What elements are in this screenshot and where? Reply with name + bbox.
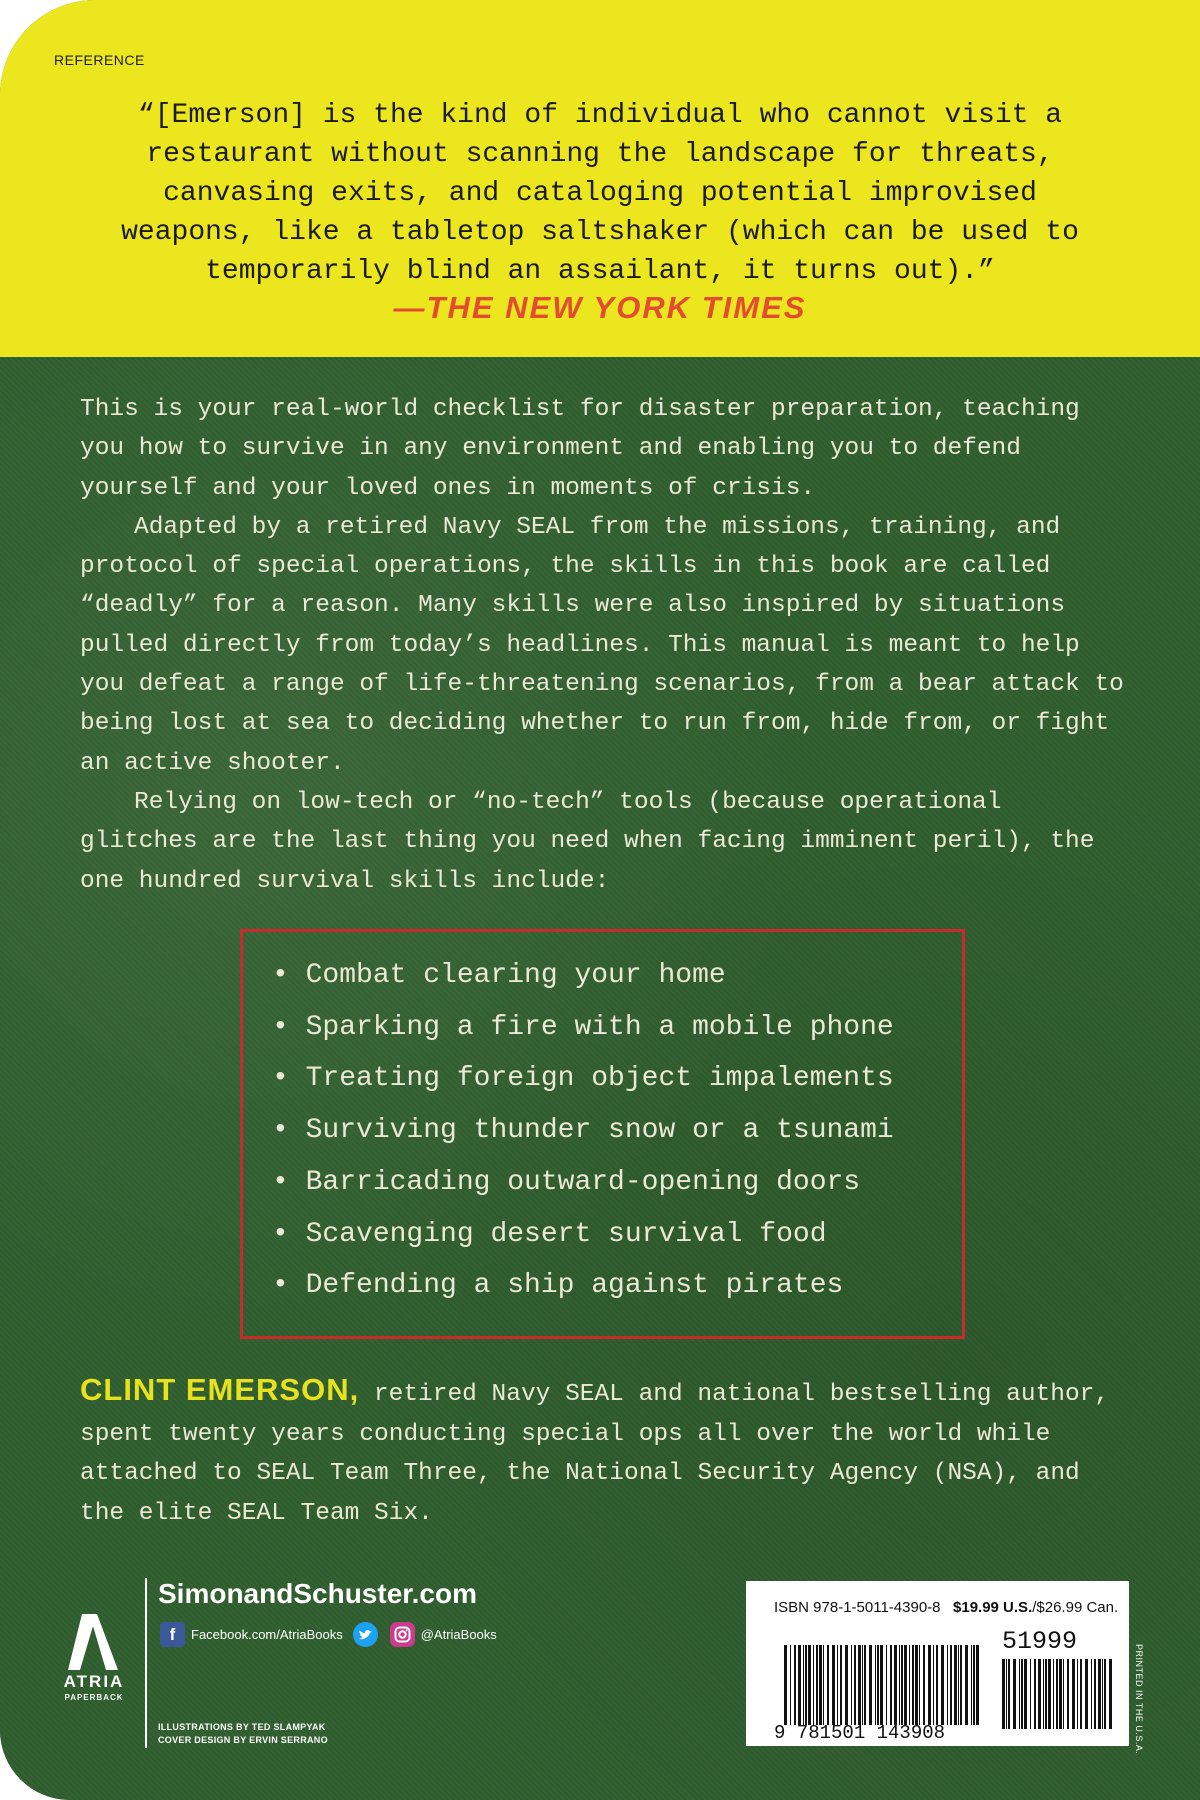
design-credit: COVER DESIGN BY ERVIN SERRANO	[158, 1735, 328, 1745]
skill-item: • Sparking a fire with a mobile phone	[272, 1002, 894, 1054]
price-barcode	[1002, 1659, 1112, 1729]
price-code: 51999	[1002, 1627, 1078, 1656]
barcode-bar	[1063, 1659, 1064, 1729]
atria-logo	[54, 1612, 134, 1702]
barcode-bar	[790, 1645, 791, 1725]
author-name: CLINT EMERSON,	[80, 1372, 360, 1407]
isbn-number: ISBN 978-1-5011-4390-8	[774, 1599, 941, 1616]
barcode-bar	[1024, 1659, 1027, 1729]
barcode-bar	[1043, 1659, 1044, 1729]
barcode-bar	[1109, 1659, 1112, 1729]
barcode-bar	[1038, 1659, 1041, 1729]
barcode-bar	[813, 1645, 814, 1725]
barcode-bar	[805, 1645, 807, 1725]
barcode-bar	[875, 1645, 876, 1725]
barcode-bar	[794, 1645, 796, 1725]
barcode-bar	[923, 1645, 925, 1725]
skill-item: • Scavenging desert survival food	[272, 1209, 894, 1261]
barcode-bar	[1013, 1659, 1016, 1729]
price-can: /$26.99 Can.	[1032, 1599, 1119, 1616]
barcode-bar	[877, 1645, 879, 1725]
printed-in-label: PRINTED IN THE U.S.A.	[1134, 1644, 1144, 1755]
review-quote: “[Emerson] is the kind of individual who cannot visit a restaurant without scanning the landscape for threats, canvasing exits, and cataloging potential improvised weapons, like a tabletop saltshaker (which can be used to temporarily blind an assailant, it turns out).”	[121, 100, 1079, 287]
skills-list	[272, 950, 894, 1312]
barcode-bar	[1102, 1659, 1103, 1729]
barcode-bar	[784, 1645, 787, 1725]
barcode-bar	[1034, 1659, 1036, 1729]
barcode-bar	[1006, 1659, 1007, 1729]
description-paragraph-3: Relying on low-tech or “no-tech” tools (because operational glitches are the last thing you need when facing imminent peril), the one hundred survival skills include:	[80, 788, 1095, 895]
barcode-bar	[936, 1645, 938, 1725]
description-paragraph-1: This is your real-world checklist for disaster preparation, teaching you how to survive in any environment and enabling you to defend yourself and your loved ones in moments of crisis.	[80, 396, 1080, 502]
barcode-bar	[1048, 1659, 1051, 1729]
barcode-bar	[1085, 1659, 1088, 1729]
barcode-bar	[909, 1645, 910, 1725]
barcode-bar	[858, 1645, 861, 1725]
author-bio-text: retired Navy SEAL and national bestselling author, spent twenty years conducting special ops all over the world while attached to SEAL Team Three, the National Security Agency (NSA), and the elite SEAL Team Six.	[80, 1381, 1110, 1527]
author-bio	[80, 1370, 1130, 1533]
social-handle[interactable]: @AtriaBooks	[420, 1627, 497, 1642]
facebook-icon[interactable]: f	[160, 1622, 185, 1647]
barcode-bar	[1098, 1659, 1101, 1729]
barcode-bar	[851, 1645, 852, 1725]
category-label: REFERENCE	[54, 52, 145, 68]
barcode-bar	[823, 1645, 824, 1725]
barcode-bar	[840, 1645, 842, 1725]
barcode-bar	[864, 1645, 866, 1725]
barcode-bar	[960, 1645, 962, 1725]
quote-band	[0, 0, 1200, 357]
barcode-bar	[854, 1645, 856, 1725]
barcode-bar	[1067, 1659, 1069, 1729]
barcode-bar	[1056, 1659, 1058, 1729]
barcode-bar	[862, 1645, 863, 1725]
description-paragraph-2: Adapted by a retired Navy SEAL from the missions, training, and protocol of special operations, the skills in this book are called “deadly” for a reason. Many skills were also inspired by situations pulled directly from today’s headlines. This manual is meant to help you defeat a range of life-threatening scenarios, from a bear attack to being lost at sea to deciding whether to run from, hide from, or fight an active shooter.	[80, 513, 1124, 777]
skill-item: • Combat clearing your home	[272, 950, 894, 1002]
barcode-bar	[1091, 1659, 1092, 1729]
barcode-bar	[1072, 1659, 1075, 1729]
barcode-bar	[950, 1645, 952, 1725]
barcode-bar	[915, 1645, 918, 1725]
atria-logo-icon	[54, 1612, 134, 1674]
barcode-bar	[832, 1645, 835, 1725]
barcode-bar	[965, 1645, 968, 1725]
barcode-bar	[1080, 1659, 1082, 1729]
illustration-credit: ILLUSTRATIONS BY TED SLAMPYAK	[158, 1722, 326, 1732]
barcode-bar	[1008, 1659, 1010, 1729]
barcode-bar	[971, 1645, 972, 1725]
price-us: $19.99 U.S.	[953, 1599, 1033, 1616]
barcode-bar	[1104, 1659, 1106, 1729]
barcode-bar	[798, 1645, 801, 1725]
barcode-bar	[941, 1645, 944, 1725]
barcode-bar	[837, 1645, 838, 1725]
barcode-bar	[880, 1645, 883, 1725]
barcode-bar	[827, 1645, 829, 1725]
publisher-divider	[145, 1578, 147, 1748]
barcode-bar	[958, 1645, 959, 1725]
barcode-bar	[1094, 1659, 1096, 1729]
skill-item: • Treating foreign object impalements	[272, 1053, 894, 1105]
instagram-icon[interactable]	[390, 1622, 415, 1647]
barcode-bar	[904, 1645, 907, 1725]
social-links	[160, 1622, 497, 1647]
barcode-panel	[746, 1581, 1129, 1746]
skill-item: • Defending a ship against pirates	[272, 1260, 894, 1312]
barcode-bar	[912, 1645, 914, 1725]
barcode-bar	[976, 1645, 979, 1725]
logo-subtitle: PAPERBACK	[64, 1693, 124, 1702]
barcode-digits: 9 781501 143908	[774, 1722, 946, 1744]
barcode-bar	[886, 1645, 887, 1725]
isbn-price-line	[774, 1599, 1118, 1616]
barcode-bar	[1021, 1659, 1023, 1729]
barcode-bar	[894, 1645, 897, 1725]
cover-credits	[158, 1721, 328, 1747]
barcode-bar	[919, 1645, 920, 1725]
barcode-bar	[1053, 1659, 1054, 1729]
barcode-bar	[901, 1645, 903, 1725]
barcode-bar	[1077, 1659, 1078, 1729]
barcode-bar	[947, 1645, 948, 1725]
barcode-bar	[819, 1645, 822, 1725]
barcode-bar	[845, 1645, 848, 1725]
barcode-bar	[1045, 1659, 1047, 1729]
barcode-bar	[890, 1645, 892, 1725]
twitter-icon[interactable]	[353, 1622, 378, 1647]
barcode-bar	[1002, 1659, 1005, 1729]
barcode-bar	[816, 1645, 818, 1725]
main-barcode	[784, 1645, 980, 1725]
skill-item: • Surviving thunder snow or a tsunami	[272, 1105, 894, 1157]
barcode-bar	[869, 1645, 872, 1725]
barcode-bar	[899, 1645, 900, 1725]
barcode-bar	[808, 1645, 811, 1725]
barcode-bar	[1030, 1659, 1031, 1729]
skill-item: • Barricading outward-opening doors	[272, 1157, 894, 1209]
barcode-bar	[954, 1645, 957, 1725]
barcode-bar	[933, 1645, 934, 1725]
facebook-link[interactable]: Facebook.com/AtriaBooks	[191, 1627, 343, 1642]
logo-name: ATRIA	[63, 1672, 125, 1691]
barcode-bar	[803, 1645, 804, 1725]
barcode-bar	[928, 1645, 931, 1725]
description-text	[80, 390, 1130, 901]
quote-source: —THE NEW YORK TIMES	[393, 290, 807, 325]
barcode-bar	[973, 1645, 975, 1725]
publisher-website[interactable]: SimonandSchuster.com	[158, 1578, 477, 1609]
barcode-bar	[1019, 1659, 1020, 1729]
barcode-bar	[1059, 1659, 1062, 1729]
